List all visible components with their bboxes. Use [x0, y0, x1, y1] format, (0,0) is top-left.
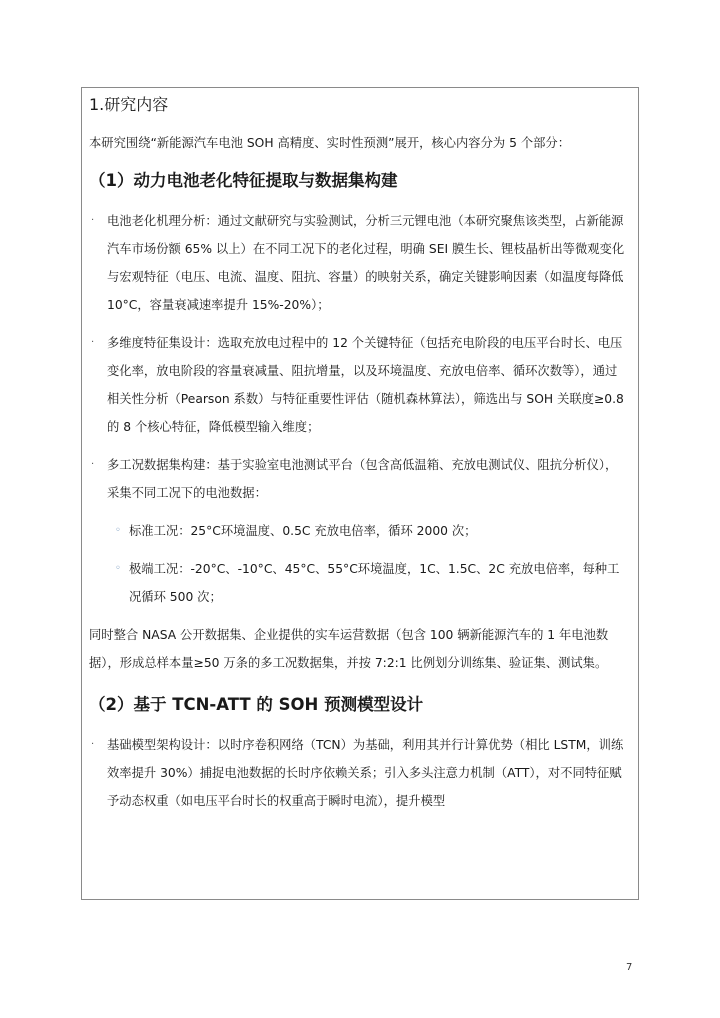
bullet-icon: · — [91, 459, 95, 470]
bullet-icon: · — [91, 215, 95, 226]
list-item — [89, 329, 629, 441]
list-item-text: 多工况数据集构建：基于实验室电池测试平台（包含高低温箱、充放电测试仪、阻抗分析仪），采集不同工况下的电池数据： — [107, 458, 618, 500]
list-item-text: 多维度特征集设计：选取充放电过程中的 12 个关键特征（包括充电阶段的电压平台时长、电压变化率，放电阶段的容量衰减量、阻抗增量，以及环境温度、充放电倍率、循环次数等），通过相关性分析（Pearson 系数）与特征重要性评估（随机森林算法），筛选出与 SOH 关联度≥0.8 的 8 个核心特征，降低模型输入维度； — [107, 336, 624, 434]
subsection-2-title: （2）基于 TCN-ATT 的 SOH 预测模型设计 — [89, 695, 424, 714]
subsection-1-title: （1）动力电池老化特征提取与数据集构建 — [89, 171, 398, 190]
dataset-summary-paragraph: 同时整合 NASA 公开数据集、企业提供的实车运营数据（包含 100 辆新能源汽车的 1 年电池数据），形成总样本量≥50 万条的多工况数据集，并按 7:2:1 比例划分训练集、验证集、测试集。 — [89, 628, 609, 670]
sub-list-item-text: 标准工况：25°C环境温度、0.5C 充放电倍率，循环 2000 次； — [129, 524, 477, 538]
circle-bullet-icon: ◦ — [115, 563, 121, 574]
intro-paragraph: 本研究围绕“新能源汽车电池 SOH 高精度、实时性预测”展开，核心内容分为 5 个部分： — [89, 136, 571, 150]
sub-list-item — [89, 517, 629, 545]
list-item — [89, 451, 629, 507]
list-item-text: 基础模型架构设计：以时序卷积网络（TCN）为基础，利用其并行计算优势（相比 LSTM，训练效率提升 30%）捕捉电池数据的长时序依赖关系；引入多头注意力机制（ATT），对不同特征赋予动态权重（如电压平台时长的权重高于瞬时电流），提升模型 — [107, 738, 624, 808]
list-item — [89, 207, 629, 319]
page-number: 7 — [626, 962, 633, 973]
section-title: 1.研究内容 — [89, 95, 169, 114]
page-content — [89, 94, 629, 825]
circle-bullet-icon: ◦ — [115, 525, 121, 536]
bullet-icon: · — [91, 739, 95, 750]
bullet-icon: · — [91, 337, 95, 348]
list-item-text: 电池老化机理分析：通过文献研究与实验测试，分析三元锂电池（本研究聚焦该类型，占新能源汽车市场份额 65% 以上）在不同工况下的老化过程，明确 SEI 膜生长、锂枝晶析出等微观变化与宏观特征（电压、电流、温度、阻抗、容量）的映射关系，确定关键影响因素（如温度每降低 10°C，容量衰减速率提升 15%-20%）； — [107, 214, 625, 312]
content-frame — [81, 87, 639, 900]
sub-list-item — [89, 555, 629, 611]
sub-list-item-text: 极端工况：-20°C、-10°C、45°C、55°C环境温度，1C、1.5C、2C 充放电倍率，每种工况循环 500 次； — [129, 562, 620, 604]
list-item — [89, 731, 629, 815]
